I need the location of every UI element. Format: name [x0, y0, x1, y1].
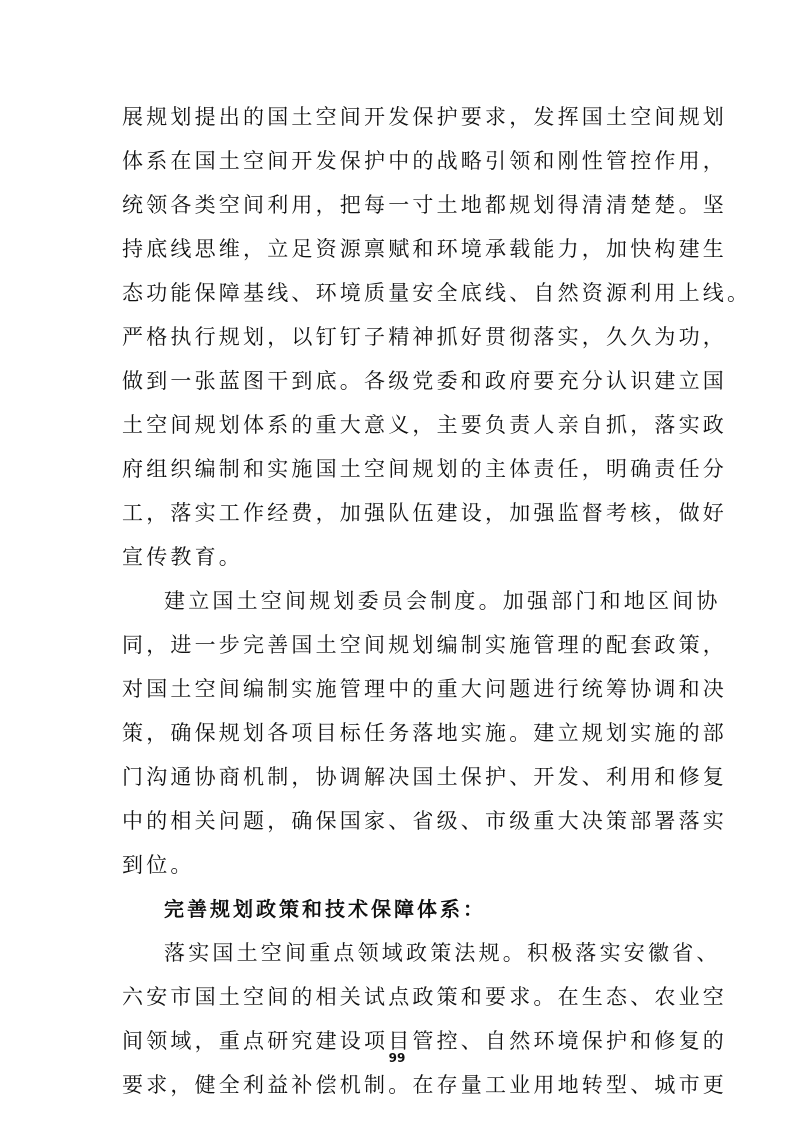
text-line: 工，落实工作经费，加强队伍建设，加强监督考核，做好 [122, 501, 727, 525]
text-line: 态功能保障基线、环境质量安全底线、自然资源利用上线。 [122, 281, 752, 305]
text-line: 间领域，重点研究建设项目管控、自然环境保护和修复的 [122, 1029, 727, 1053]
text-line: 六安市国土空间的相关试点政策和要求。在生态、农业空 [122, 985, 727, 1009]
text-line: 严格执行规划，以钉钉子精神抓好贯彻落实，久久为功， [122, 325, 727, 349]
text-line: 体系在国土空间开发保护中的战略引领和刚性管控作用， [122, 149, 727, 173]
text-line: 府组织编制和实施国土空间规划的主体责任，明确责任分 [122, 457, 727, 481]
text-line: 同，进一步完善国土空间规划编制实施管理的配套政策， [122, 633, 727, 657]
page-number: 99 [388, 1051, 406, 1065]
text-line: 展规划提出的国土空间开发保护要求，发挥国土空间规划 [122, 105, 727, 129]
text-line: 对国土空间编制实施管理中的重大问题进行统筹协调和决 [122, 677, 727, 701]
text-line: 落实国土空间重点领域政策法规。积极落实安徽省、 [164, 941, 721, 965]
text-line: 策，确保规划各项目标任务落地实施。建立规划实施的部 [122, 721, 727, 745]
text-line: 做到一张蓝图干到底。各级党委和政府要充分认识建立国 [122, 369, 727, 393]
text-line: 中的相关问题，确保国家、省级、市级重大决策部署落实 [122, 809, 727, 833]
text-line: 要求，健全利益补偿机制。在存量工业用地转型、城市更 [122, 1073, 727, 1097]
text-line: 持底线思维，立足资源禀赋和环境承载能力，加快构建生 [122, 237, 727, 261]
text-line: 到位。 [122, 853, 195, 877]
text-line: 土空间规划体系的重大意义，主要负责人亲自抓，落实政 [122, 413, 727, 437]
section-heading: 完善规划政策和技术保障体系： [164, 897, 486, 921]
text-line: 门沟通协商机制，协调解决国土保护、开发、利用和修复 [122, 765, 727, 789]
text-line: 宣传教育。 [122, 545, 243, 569]
text-line: 建立国土空间规划委员会制度。加强部门和地区间协 [164, 589, 721, 613]
text-line: 统领各类空间利用，把每一寸土地都规划得清清楚楚。坚 [122, 193, 727, 217]
